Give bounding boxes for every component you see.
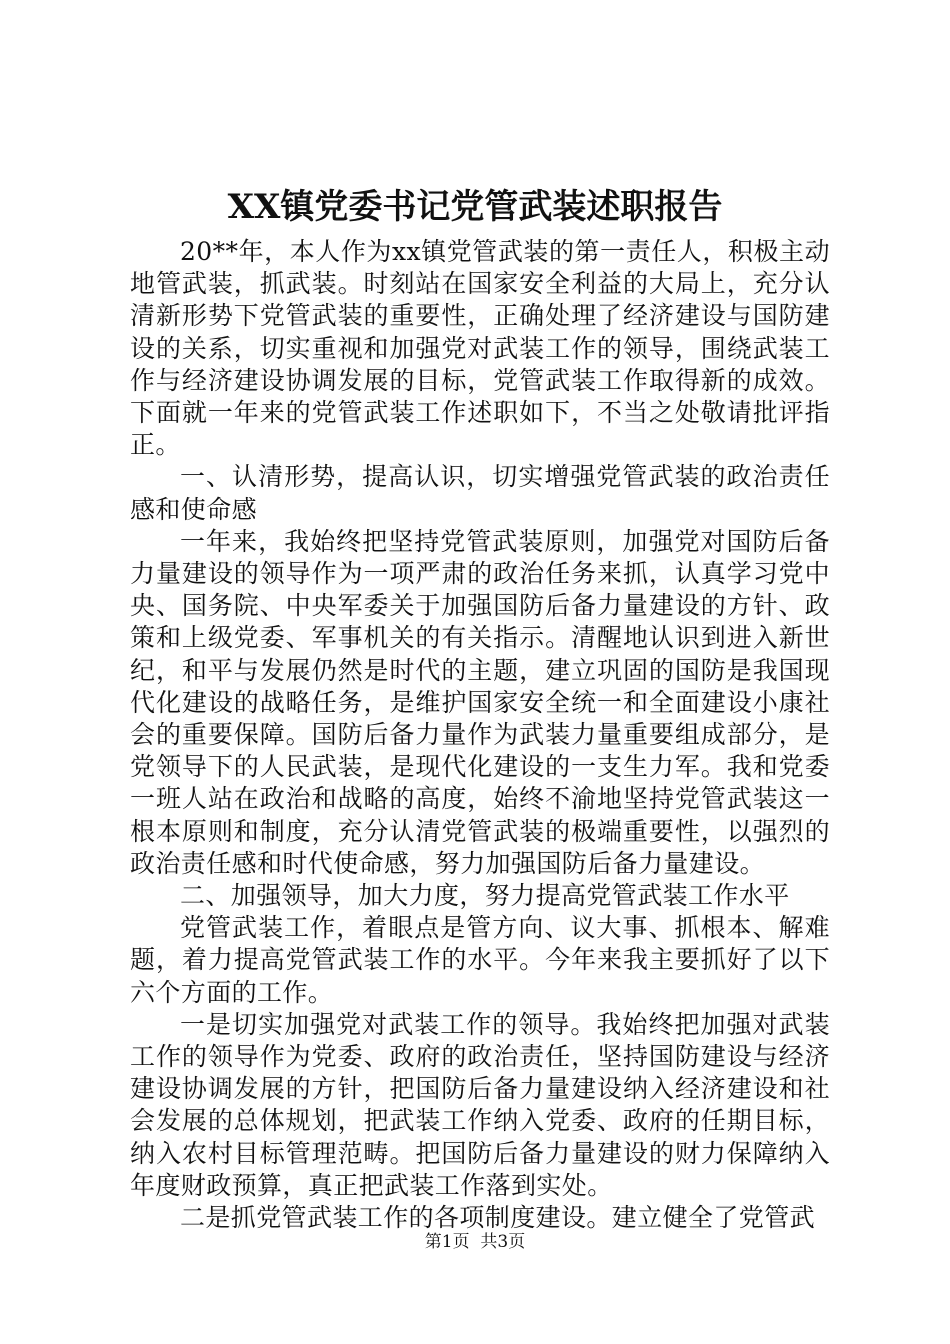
section-heading-1: 一、认清形势，提高认识，切实增强党管武装的政治责任感和使命感 bbox=[130, 462, 830, 524]
page-footer: 第1页 共3页 bbox=[424, 1232, 526, 1252]
intro-paragraph: 20**年，本人作为xx镇党管武装的第一责任人，积极主动地管武装，抓武装。时刻站在国家安全利益的大局上，充分认清新形势下党管武装的重要性，正确处理了经济建设与国防建设的关系，切实重视和加强党对武装工作的领导，围绕武装工作与经济建设协调发展的目标，党管武装工作取得新的成效。下面就一年来的党管武装工作述职如下，不当之处敬请批评指正。 bbox=[130, 237, 830, 460]
section-1-paragraph: 一年来，我始终把坚持党管武装原则，加强党对国防后备力量建设的领导作为一项严肃的政治任务来抓，认真学习党中央、国务院、中央军委关于加强国防后备力量建设的方针、政策和上级党委、军事机关的有关指示。清醒地认识到进入新世纪，和平与发展仍然是时代的主题，建立巩固的国防是我国现代化建设的战略任务，是维护国家安全统一和全面建设小康社会的重要保障。国防后备力量作为武装力量重要组成部分，是党领导下的人民武装，是现代化建设的一支生力军。我和党委一班人站在政治和战略的高度，始终不渝地坚持党管武装这一根本原则和制度，充分认清党管武装的极端重要性，以强烈的政治责任感和时代使命感，努力加强国防后备力量建设。 bbox=[130, 526, 830, 878]
section-heading-2: 二、加强领导，加大力度，努力提高党管武装工作水平 bbox=[180, 881, 790, 911]
item-2-paragraph: 二是抓党管武装工作的各项制度建设。建立健全了党管武 bbox=[180, 1203, 816, 1233]
document-body bbox=[130, 236, 830, 1234]
item-1-paragraph: 一是切实加强党对武装工作的领导。我始终把加强对武装工作的领导作为党委、政府的政治责任，坚持国防建设与经济建设协调发展的方针，把国防后备力量建设纳入经济建设和社会发展的总体规划，把武装工作纳入党委、政府的任期目标，纳入农村目标管理范畴。把国防后备力量建设的财力保障纳入年度财政预算，真正把武装工作落到实处。 bbox=[130, 1009, 830, 1200]
document-title: XX镇党委书记党管武装述职报告 bbox=[227, 187, 723, 227]
section-2-paragraph: 党管武装工作，着眼点是管方向、议大事、抓根本、解难题，着力提高党管武装工作的水平。今年来我主要抓好了以下六个方面的工作。 bbox=[130, 913, 830, 1007]
